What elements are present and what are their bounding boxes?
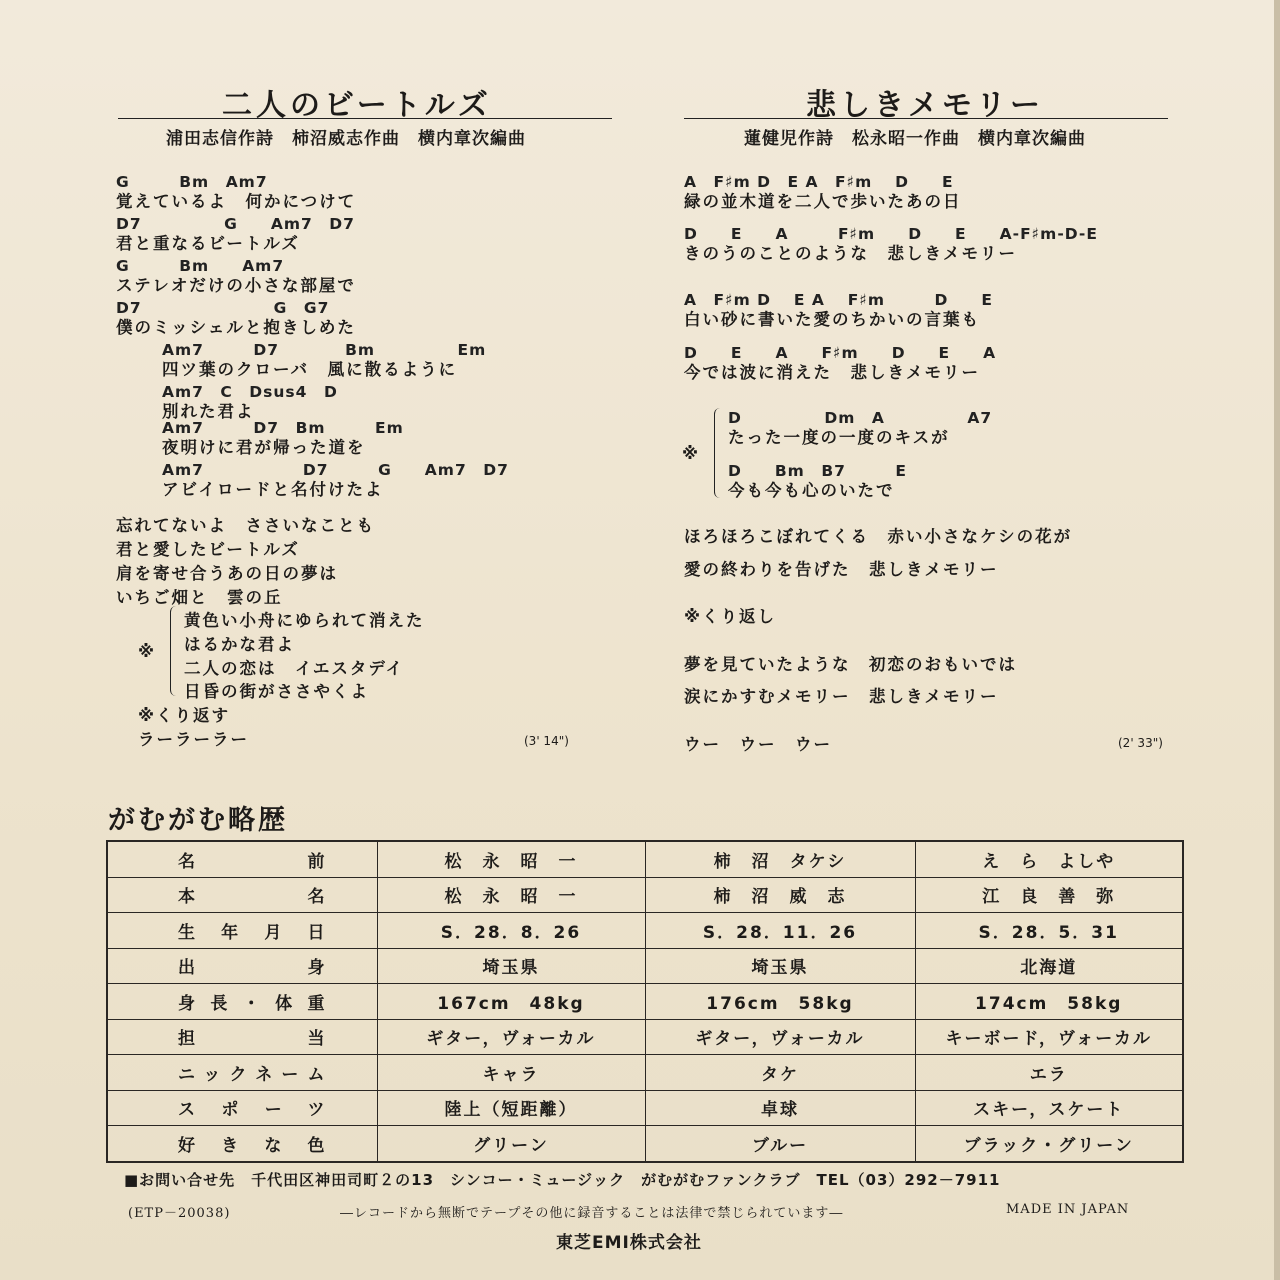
bio-row — [107, 948, 1183, 984]
chord-line: D7 G Am7 D7 — [116, 215, 355, 233]
chord-line: D E A F♯m D E A — [684, 344, 997, 362]
lyric-line: 覚えているよ 何かにつけて — [116, 192, 357, 211]
bio-cell-member-3: 北海道 — [915, 948, 1183, 984]
lyric-line: ラーラーラー — [138, 730, 249, 749]
bio-cell-member-3: え ら よしや — [915, 841, 1183, 877]
bio-row-label: ニックネーム — [107, 1055, 377, 1091]
bio-row-label: スポーツ — [107, 1090, 377, 1126]
bio-cell-member-2: ギター，ヴォーカル — [645, 1019, 915, 1055]
song2-duration: (2' 33") — [1118, 736, 1163, 750]
bio-cell-member-1: 松 永 昭 一 — [377, 877, 645, 913]
lyric-line: 四ツ葉のクローバ 風に散るように — [162, 360, 458, 379]
bio-cell-member-3: 174cm 58kg — [915, 984, 1183, 1020]
bio-row — [107, 984, 1183, 1020]
biography-table — [106, 840, 1184, 1163]
chord-line: Am7 D7 Bm Em — [162, 341, 487, 359]
copyright-notice: ―レコードから無断でテープその他に録音することは法律で禁じられています― — [340, 1206, 844, 1221]
catalog-number: (ETP－20038) — [128, 1206, 231, 1221]
lyric-line: ほろほろこぼれてくる 赤い小さなケシの花が — [684, 527, 1073, 546]
chord-line: G Bm Am7 — [116, 173, 268, 191]
lyric-line: 涙にかすむメモリー 悲しきメモリー — [684, 687, 999, 706]
lyric-line: 肩を寄せ合うあの日の夢は — [116, 564, 338, 583]
song1-title-rule — [118, 118, 612, 119]
lyric-line: ウー ウー ウー — [684, 735, 832, 754]
lyric-line: 今では波に消えた 悲しきメモリー — [684, 363, 980, 382]
bio-cell-member-1: グリーン — [377, 1126, 645, 1162]
bio-cell-member-1: 167cm 48kg — [377, 984, 645, 1020]
bio-cell-member-1: 埼玉県 — [377, 948, 645, 984]
bio-row-label: 出 身 — [107, 948, 377, 984]
bio-cell-member-2: ブルー — [645, 1126, 915, 1162]
lyric-line: 僕のミッシェルと抱きしめた — [116, 318, 356, 337]
bio-cell-member-3: S．28．5．31 — [915, 913, 1183, 949]
bio-row-label: 担 当 — [107, 1019, 377, 1055]
lyric-line: 別れた君よ — [162, 402, 255, 421]
lyric-line: ※くり返し — [684, 607, 777, 626]
made-in-japan: MADE IN JAPAN — [1006, 1202, 1130, 1217]
bio-cell-member-1: S．28．8．26 — [377, 913, 645, 949]
lyric-line: 夢を見ていたような 初恋のおもいでは — [684, 655, 1017, 674]
lyric-line: 今も今も心のいたで — [728, 481, 895, 500]
song2-credits: 蓮健児作詩 松永昭一作曲 横内章次編曲 — [744, 129, 1086, 149]
bio-row — [107, 1055, 1183, 1091]
repeat-brace — [170, 606, 179, 696]
bio-cell-member-2: 柿 沼 威 志 — [645, 877, 915, 913]
lyric-line: 夜明けに君が帰った道を — [162, 438, 366, 457]
bio-row — [107, 877, 1183, 913]
lyric-line: 二人の恋は イエスタデイ — [184, 659, 405, 678]
bio-cell-member-3: キーボード，ヴォーカル — [915, 1019, 1183, 1055]
bio-row-label: 本 名 — [107, 877, 377, 913]
chord-line: D7 G G7 — [116, 299, 330, 317]
bio-cell-member-2: 176cm 58kg — [645, 984, 915, 1020]
bio-row — [107, 841, 1183, 877]
bio-cell-member-1: キャラ — [377, 1055, 645, 1091]
lyric-line: 愛の終わりを告げた 悲しきメモリー — [684, 560, 999, 579]
bio-cell-member-2: S．28．11．26 — [645, 913, 915, 949]
bio-row-label: 名 前 — [107, 841, 377, 877]
song1-title: 二人のビートルズ — [222, 88, 492, 123]
lyric-line: ステレオだけの小さな部屋で — [116, 276, 356, 295]
chord-line: Am7 D7 Bm Em — [162, 419, 404, 437]
lyric-line: きのうのことのような 悲しきメモリー — [684, 244, 1017, 263]
chord-line: A F♯m D E A F♯m D E — [684, 291, 993, 309]
bio-row — [107, 1090, 1183, 1126]
lyric-line: いちご畑と 雲の丘 — [116, 588, 283, 607]
bio-cell-member-2: 卓球 — [645, 1090, 915, 1126]
chord-line: Am7 C Dsus4 D — [162, 383, 338, 401]
lyric-line: ※くり返す — [138, 706, 231, 725]
chord-line: G Bm Am7 — [116, 257, 285, 275]
bio-cell-member-3: スキー，スケート — [915, 1090, 1183, 1126]
lyric-line: 君と愛したビートルズ — [116, 540, 300, 559]
bio-row — [107, 913, 1183, 949]
lyric-line: はるかな君よ — [184, 635, 295, 654]
lyric-line: 白い砂に書いた愛のちかいの言葉も — [684, 310, 980, 329]
bio-cell-member-1: ギター，ヴォーカル — [377, 1019, 645, 1055]
repeat-mark: ※ — [682, 444, 701, 463]
repeat-brace — [714, 408, 723, 498]
lyric-line: アビイロードと名付けたよ — [162, 480, 384, 499]
bio-cell-member-1: 陸上（短距離） — [377, 1090, 645, 1126]
chord-line: D Dm A A7 — [728, 409, 993, 427]
bio-cell-member-3: エラ — [915, 1055, 1183, 1091]
lyric-line: 君と重なるビートルズ — [116, 234, 300, 253]
bio-row — [107, 1126, 1183, 1162]
song1-credits: 浦田志信作詩 柿沼威志作曲 横内章次編曲 — [166, 129, 526, 149]
bio-row-label: 生年月日 — [107, 913, 377, 949]
biography-heading: がむがむ略歴 — [108, 805, 288, 836]
bio-cell-member-2: 埼玉県 — [645, 948, 915, 984]
chord-line: D E A F♯m D E A-F♯m-D-E — [684, 225, 1098, 243]
lyric-line: 緑の並木道を二人で歩いたあの日 — [684, 192, 962, 211]
chord-line: D Bm B7 E — [728, 462, 908, 480]
chord-line: Am7 D7 G Am7 D7 — [162, 461, 509, 479]
song1-duration: (3' 14") — [524, 734, 569, 748]
contact-info: ■お問い合せ先 千代田区神田司町２の13 シンコー・ミュージック がむがむファンクラブ TEL（03）292－7911 — [124, 1171, 1001, 1189]
chord-line: A F♯m D E A F♯m D E — [684, 173, 954, 191]
lyric-line: たった一度の一度のキスが — [728, 428, 950, 447]
bio-cell-member-3: ブラック・グリーン — [915, 1126, 1183, 1162]
bio-row-label: 身長・体重 — [107, 984, 377, 1020]
bio-cell-member-2: タケ — [645, 1055, 915, 1091]
lyric-line: 日昏の街がささやくよ — [184, 682, 369, 701]
bio-cell-member-2: 柿 沼 タケシ — [645, 841, 915, 877]
song2-title: 悲しきメモリー — [806, 88, 1044, 123]
song2-title-rule — [684, 118, 1168, 119]
company-name: 東芝EMI株式会社 — [556, 1233, 702, 1253]
repeat-mark: ※ — [138, 642, 157, 661]
bio-cell-member-3: 江 良 善 弥 — [915, 877, 1183, 913]
bio-row — [107, 1019, 1183, 1055]
bio-cell-member-1: 松 永 昭 一 — [377, 841, 645, 877]
lyric-line: 忘れてないよ ささいなことも — [116, 516, 375, 535]
bio-row-label: 好きな色 — [107, 1126, 377, 1162]
lyric-line: 黄色い小舟にゆられて消えた — [184, 611, 425, 630]
